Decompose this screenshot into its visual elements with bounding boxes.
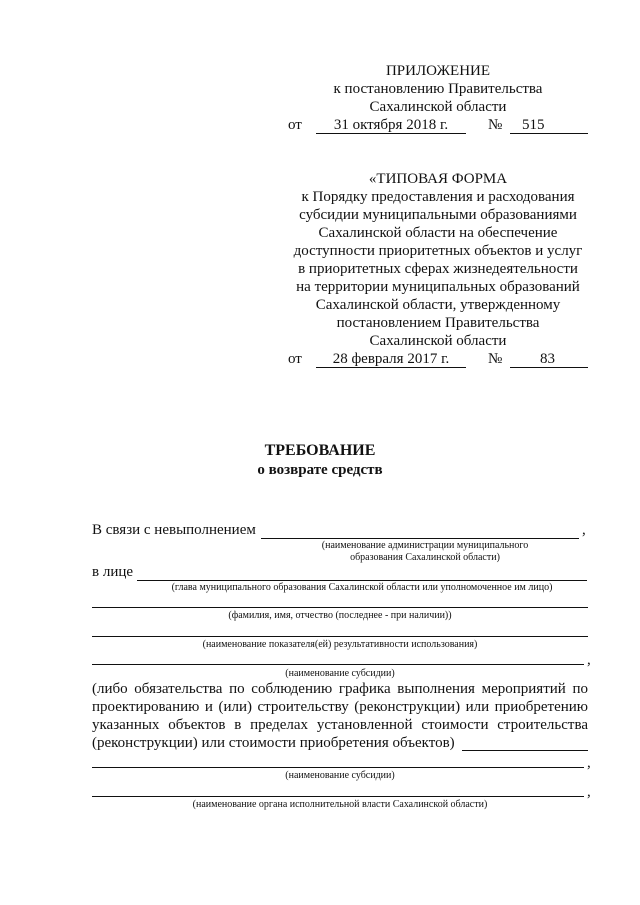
date-field-2: 28 февраля 2017 г.	[316, 350, 466, 368]
form-line-3: Сахалинской области на обеспечение	[318, 225, 558, 241]
form-line-5: в приоритетных сферах жизнедеятельности	[298, 261, 578, 277]
appendix-line-1: к постановлению Правительства	[333, 81, 543, 97]
form-line-2: субсидии муниципальными образованиями	[299, 207, 577, 223]
subsidy-name-field-1[interactable]	[92, 650, 584, 665]
document-title: ТРЕБОВАНИЕ	[264, 442, 376, 459]
number-value: 515	[522, 117, 545, 133]
form-line-1: к Порядку предоставления и расходования	[301, 189, 575, 205]
number-field-2	[510, 350, 588, 368]
full-name-field[interactable]	[92, 593, 588, 608]
hint-executive-body: (наименование органа исполнительной власти Сахалинской области)	[192, 799, 488, 810]
number-label-2: №	[488, 351, 503, 367]
form-line-9: Сахалинской области	[369, 333, 507, 349]
hint-administration-b: образования Сахалинской области)	[350, 552, 500, 563]
form-date-row	[288, 350, 588, 370]
hint-subsidy-1: (наименование субсидии)	[285, 668, 395, 679]
ot-label: от	[288, 117, 302, 133]
head-person-field[interactable]	[137, 563, 587, 581]
form-line-6: на территории муниципальных образований	[296, 279, 580, 295]
appendix-date-row	[288, 116, 588, 136]
comma-1: ,	[582, 522, 586, 538]
hint-indicator: (наименование показателя(ей) результативности использования)	[202, 639, 478, 650]
number-field	[510, 116, 588, 134]
executive-body-field[interactable]	[92, 782, 584, 797]
number-label: №	[488, 117, 503, 133]
administration-name-field[interactable]	[261, 521, 579, 539]
comma-3: ,	[587, 755, 591, 771]
appendix-title: ПРИЛОЖЕНИЕ	[385, 63, 491, 79]
ot-label-2: от	[288, 351, 302, 367]
form-line-4: доступности приоритетных объектов и услуг	[293, 243, 583, 259]
comma-4: ,	[587, 784, 591, 800]
paragraph-line-4: (реконструкции) или стоимости приобретения объектов)	[92, 735, 455, 751]
date-field: 31 октября 2018 г.	[316, 116, 466, 134]
appendix-header	[288, 62, 588, 136]
paragraph-tail-field[interactable]	[462, 734, 588, 751]
noncompliance-label: В связи с невыполнением	[92, 522, 256, 538]
paragraph-line-1: (либо обязательства по соблюдению графика выполнения мероприятий по	[92, 681, 588, 697]
hint-full-name: (фамилия, имя, отчество (последнее - при наличии))	[228, 610, 452, 621]
form-line-7: Сахалинской области, утвержденному	[315, 297, 561, 313]
comma-2: ,	[587, 652, 591, 668]
document-subtitle: о возврате средств	[257, 462, 383, 478]
hint-head-person: (глава муниципального образования Сахалинской области или уполномоченное им лицо)	[171, 582, 553, 593]
hint-administration-a: (наименование администрации муниципального	[321, 540, 529, 551]
form-line-8: постановлением Правительства	[336, 315, 540, 331]
hint-subsidy-2: (наименование субсидии)	[285, 770, 395, 781]
appendix-line-2: Сахалинской области	[369, 99, 507, 115]
indicator-name-field[interactable]	[92, 622, 588, 637]
number-value-2: 83	[540, 351, 555, 367]
subsidy-name-field-2[interactable]	[92, 753, 584, 768]
form-reference-block	[288, 170, 588, 370]
paragraph-line-3: указанных объектов в пределах установленной стоимости строительства	[92, 717, 588, 733]
paragraph-line-2: проектированию и (или) строительству (реконструкции) или приобретению	[92, 699, 588, 715]
form-line-0: «ТИПОВАЯ ФОРМА	[368, 171, 508, 187]
in-person-label: в лице	[92, 564, 134, 580]
